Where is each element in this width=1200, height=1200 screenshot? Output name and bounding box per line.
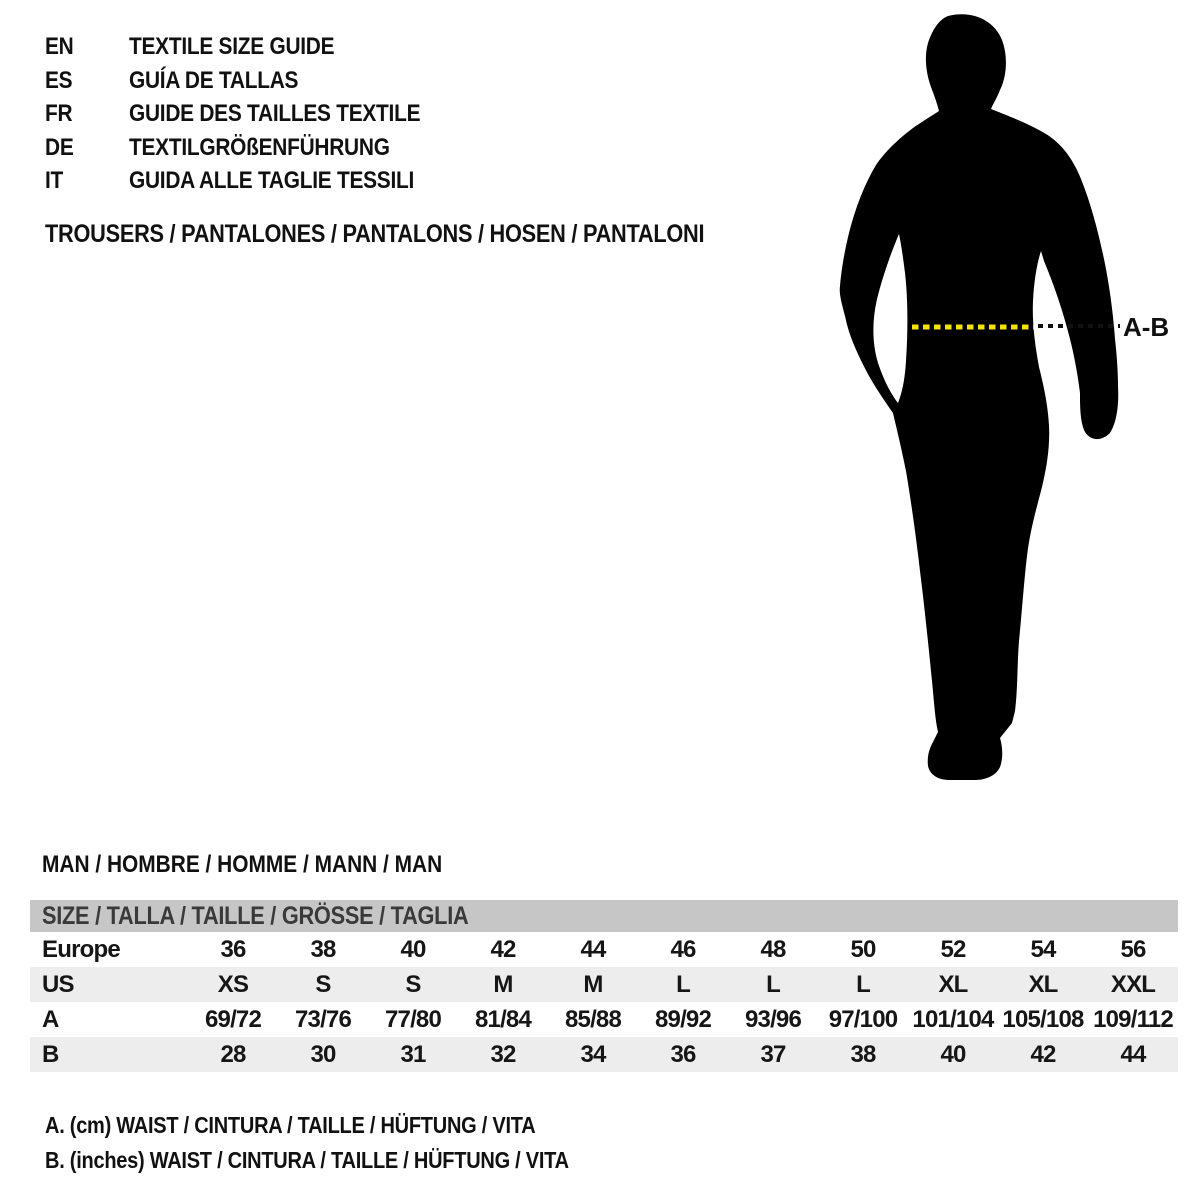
lang-code: ES xyxy=(45,66,73,94)
size-cell: 69/72 xyxy=(204,1006,262,1033)
table-row-b-inches xyxy=(30,1037,1178,1072)
size-cell: 109/112 xyxy=(1093,1006,1173,1033)
size-cell: S xyxy=(405,971,421,998)
size-cell: 38 xyxy=(850,1041,876,1068)
measure-label: A-B xyxy=(1123,312,1170,342)
lang-code: FR xyxy=(45,100,73,127)
lang-label: TEXTILGRÖßENFÜHRUNG xyxy=(129,133,390,161)
size-cell: 73/76 xyxy=(294,1006,352,1033)
size-cell: 44 xyxy=(1120,1041,1146,1068)
size-cell: 44 xyxy=(580,936,606,963)
size-cell: 34 xyxy=(580,1041,606,1068)
size-cell: 42 xyxy=(490,936,516,963)
size-cell: 105/108 xyxy=(1002,1006,1084,1033)
lang-code: EN xyxy=(45,33,74,60)
size-cell: 37 xyxy=(760,1041,786,1068)
lang-code: IT xyxy=(45,167,64,194)
size-cell: 42 xyxy=(1030,1041,1056,1068)
lang-code: DE xyxy=(45,133,74,161)
size-cell: M xyxy=(493,971,513,998)
size-cell: 31 xyxy=(400,1041,426,1068)
size-cell: 38 xyxy=(310,936,336,963)
footnote-a: A. (cm) WAIST / CINTURA / TAILLE / HÜFTUNG / VITA xyxy=(45,1112,536,1138)
size-cell: 32 xyxy=(490,1041,516,1068)
table-row-a-cm xyxy=(30,1002,1178,1037)
size-cell: 30 xyxy=(310,1041,336,1068)
size-table xyxy=(30,900,1178,1072)
lang-label: GUÍA DE TALLAS xyxy=(129,66,299,94)
size-cell: 77/80 xyxy=(384,1006,442,1033)
size-cell: S xyxy=(315,971,331,998)
garment-type-heading: TROUSERS / PANTALONES / PANTALONS / HOSEN / PANTALONI xyxy=(45,220,705,248)
lang-label: GUIDA ALLE TAGLIE TESSILI xyxy=(129,167,415,194)
size-cell: L xyxy=(856,971,870,998)
size-cell: 93/96 xyxy=(744,1006,802,1033)
measurement-footnotes xyxy=(45,1108,647,1178)
size-cell: XXL xyxy=(1110,971,1156,998)
size-cell: 48 xyxy=(760,936,786,963)
row-label: A xyxy=(42,1006,59,1033)
size-cell: 50 xyxy=(850,936,876,963)
row-label: US xyxy=(42,971,74,998)
row-label: B xyxy=(42,1041,59,1068)
size-cell: 36 xyxy=(220,936,246,963)
size-cell: 101/104 xyxy=(912,1006,994,1033)
size-cell: XL xyxy=(1028,971,1058,998)
size-cell: M xyxy=(583,971,603,998)
size-cell: 85/88 xyxy=(564,1006,622,1033)
size-cell: L xyxy=(766,971,780,998)
table-row-us xyxy=(30,967,1178,1002)
table-row-europe xyxy=(30,932,1178,967)
size-table-header: SIZE / TALLA / TAILLE / GRÖSSE / TAGLIA xyxy=(30,900,1178,932)
footnote-b: B. (inches) WAIST / CINTURA / TAILLE / HÜFTUNG / VITA xyxy=(45,1147,569,1173)
size-cell: XL xyxy=(938,971,968,998)
size-cell: L xyxy=(676,971,690,998)
size-cell: 52 xyxy=(940,936,966,963)
size-cell: 40 xyxy=(940,1041,966,1068)
size-cell: XS xyxy=(217,971,249,998)
size-cell: 46 xyxy=(670,936,696,963)
size-cell: 40 xyxy=(400,936,426,963)
size-cell: 97/100 xyxy=(828,1006,898,1033)
size-cell: 89/92 xyxy=(654,1006,712,1033)
size-cell: 81/84 xyxy=(474,1006,532,1033)
size-cell: 36 xyxy=(670,1041,696,1068)
man-silhouette xyxy=(840,14,1118,780)
lang-label: GUIDE DES TAILLES TEXTILE xyxy=(129,100,421,127)
size-cell: 54 xyxy=(1030,936,1056,963)
size-cell: 56 xyxy=(1120,936,1146,963)
size-cell: 28 xyxy=(220,1041,246,1068)
row-label: Europe xyxy=(42,936,120,963)
section-label-man: MAN / HOMBRE / HOMME / MANN / MAN xyxy=(42,851,443,878)
lang-label: TEXTILE SIZE GUIDE xyxy=(129,33,335,60)
